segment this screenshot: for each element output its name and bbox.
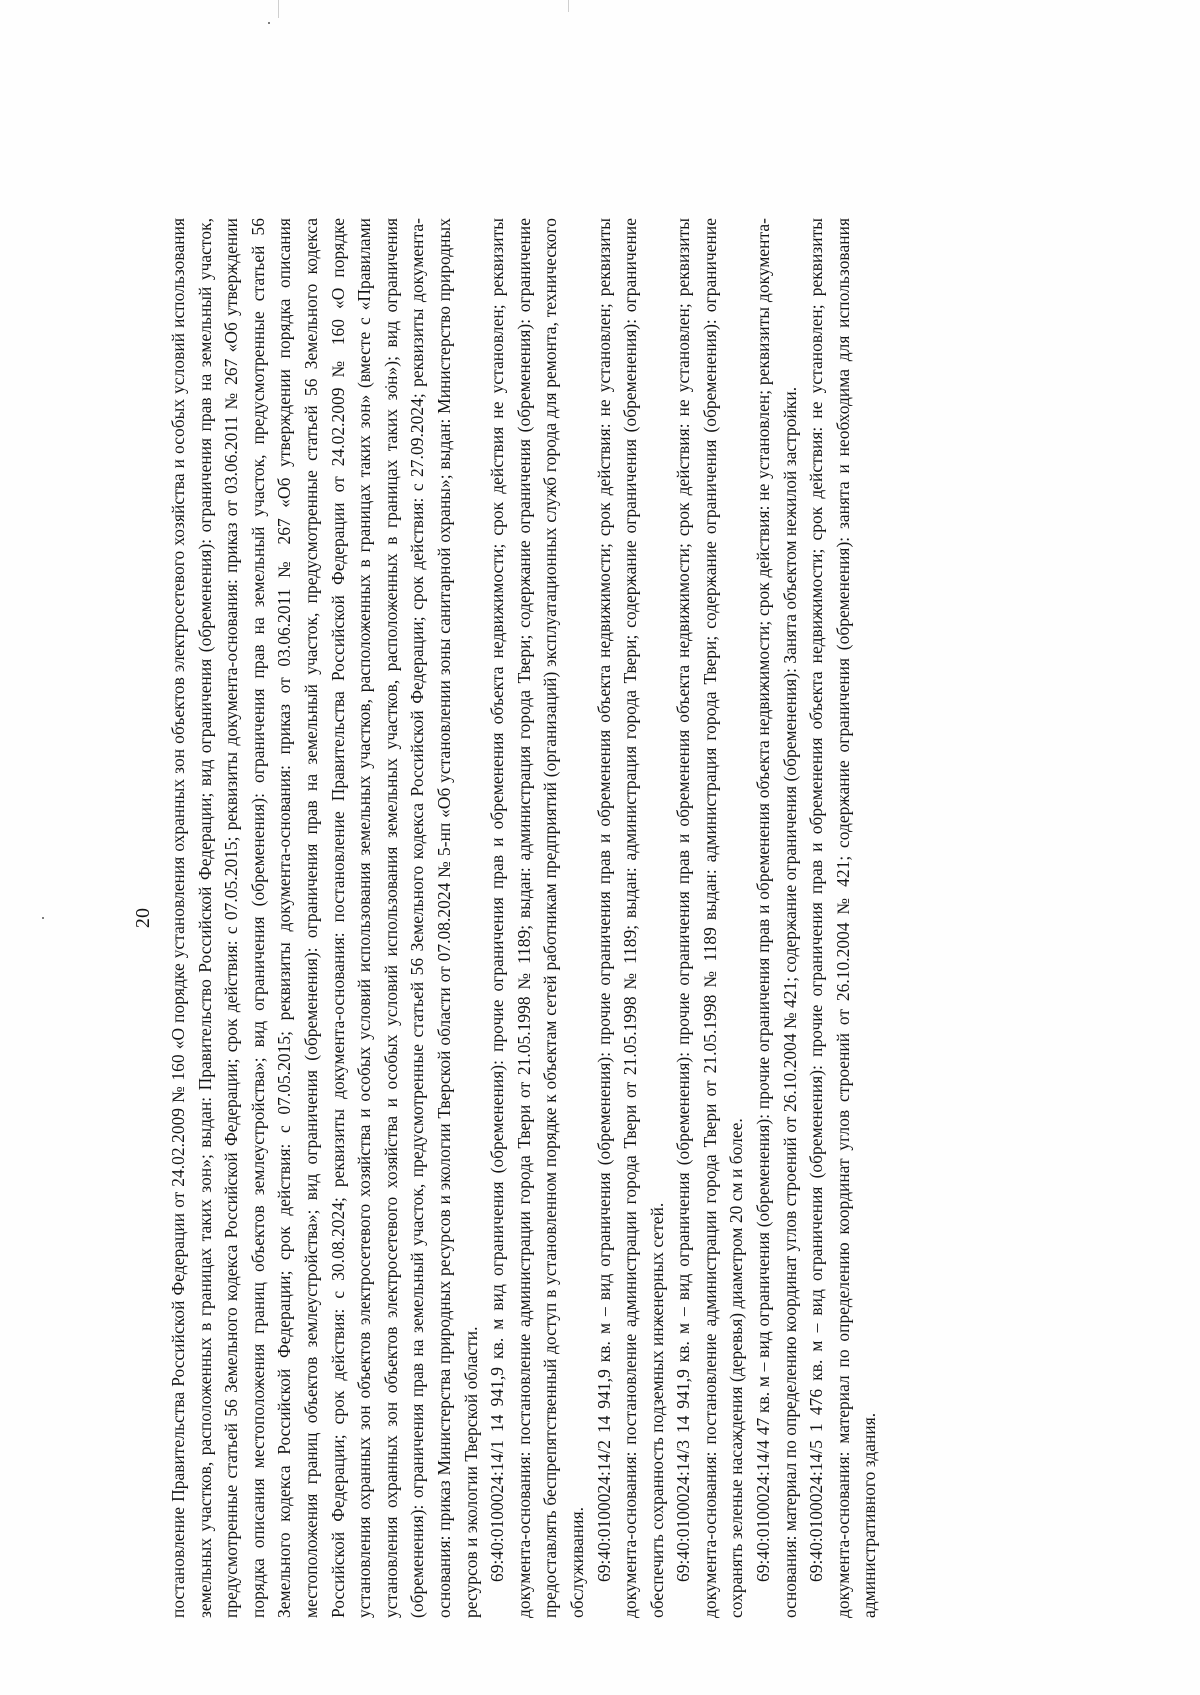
paragraph-restrictions-intro: постановление Правительства Российской Федерации от 24.02.2009 № 160 «О порядке установления охранных зон объектов электросетевого хозяйства и особых условий использования земельных участков, расположенных в границах таких зон»; выдан: Правительство Российской Федерации; вид ограничения (обременения): ограничения прав на земельный участок, предусмотренные статьей 56 Земельного кодекса Российской Федерации; срок действия: с 07.05.2015; реквизиты документа-основания: приказ от 03.06.2011 № 267 «Об утверждении порядка описания местоположения границ объектов землеустройства»; вид ограничения (обременения): ограничения прав на земельный участок, предусмотренные статьей 56 Земельного кодекса Российской Федерации; срок действия: с 07.05.2015; реквизиты документа-основания: приказ от 03.06.2011 № 267 «Об утверждении порядка описания местоположения границ объектов землеустройства»; вид ограничения (обременения): ограничения прав на земельный участок, предусмотренные статьей 56 Земельного кодекса Российской Федерации; срок действия: с 30.08.2024; реквизиты документа-основания: постановление Правительства Российской Федерации от 24.02.2009 № 160 «О порядке установления охранных зон объектов электросетевого хозяйства и особых условий использования земельных участков, расположенных в границах таких зон» (вместе с «Правилами установления охранных зон объектов электросетевого хозяйства и особых условий использования земельных участков, расположенных в границах таких зон»); вид ограничения (обременения): ограничения прав на земельный участок, предусмотренные статьей 56 Земельного кодекса Российской Федерации; срок действия: с 27.09.2024; реквизиты документа-основания: приказ Министерства природных ресурсов и экологии Тверской области от 07.08.2024 № 5-нп «Об установлении зоны санитарной охраны»; выдан: Министерство природных ресурсов и экологии Тверской области. <box>168 218 481 1618</box>
rotated-text-block <box>132 218 1035 1618</box>
paragraph-parcel-14-3: 69:40:0100024:14/3 14 941,9 кв. м – вид ограничения (обременения): прочие ограничения прав и обременения объекта недвижимости; срок действия: не установлен; реквизиты документа-основания: постановление администрации города Твери от 21.05.1998 № 1189 выдан: администрация города Твери; содержание ограничения (обременения): ограничение сохранять зеленые насаждения (деревья) диаметром 20 см и более. <box>673 218 747 1618</box>
paragraph-parcel-14-1: 69:40:0100024:14/1 14 941,9 кв. м вид ограничения (обременения): прочие ограничения прав и обременения объекта недвижимости; срок действия не установлен; реквизиты документа-основания: постановление администрации города Твери от 21.05.1998 № 1189; выдан: администрация города Твери; содержание ограничения (обременения): ограничение предоставлять беспрепятственный доступ в установленном порядке к объектам сетей работникам предприятий (организаций) эксплуатационных служб города для ремонта, технического обслуживания. <box>487 218 587 1618</box>
scan-speck <box>42 917 44 919</box>
page-number: 20 <box>132 907 154 929</box>
document-body <box>165 218 883 1618</box>
scan-streak <box>568 0 569 12</box>
paragraph-parcel-14-2: 69:40:0100024:14/2 14 941,9 кв. м – вид ограничения (обременения): прочие ограничения прав и обременения объекта недвижимости; срок действия: не установлен; реквизиты документа-основания: постановление администрации города Твери от 21.05.1998 № 1189; выдан: администрация города Твери; содержание ограничения (обременения): ограничение обеспечить сохранность подземных инженерных сетей. <box>593 218 667 1618</box>
scan-speck <box>268 22 270 24</box>
scan-streak <box>278 0 279 18</box>
paragraph-parcel-14-4: 69:40:0100024:14/4 47 кв. м – вид ограничения (обременения): прочие ограничения прав и обременения объекта недвижимости; срок действия: не установлен; реквизиты документа-основания: материал по определению координат углов строений от 26.10.2004 № 421; содержание ограничения (обременения): Занята объектом нежилой застройки. <box>753 218 800 1618</box>
paragraph-parcel-14-5: 69:40:0100024:14/5 1 476 кв. м – вид ограничения (обременения): прочие ограничения прав и обременения объекта недвижимости; срок действия: не установлен; реквизиты документа-основания: материал по определению координат углов строений от 26.10.2004 № 421; содержание ограничения (обременения): занята и необходима для использования административного здания. <box>806 218 880 1618</box>
